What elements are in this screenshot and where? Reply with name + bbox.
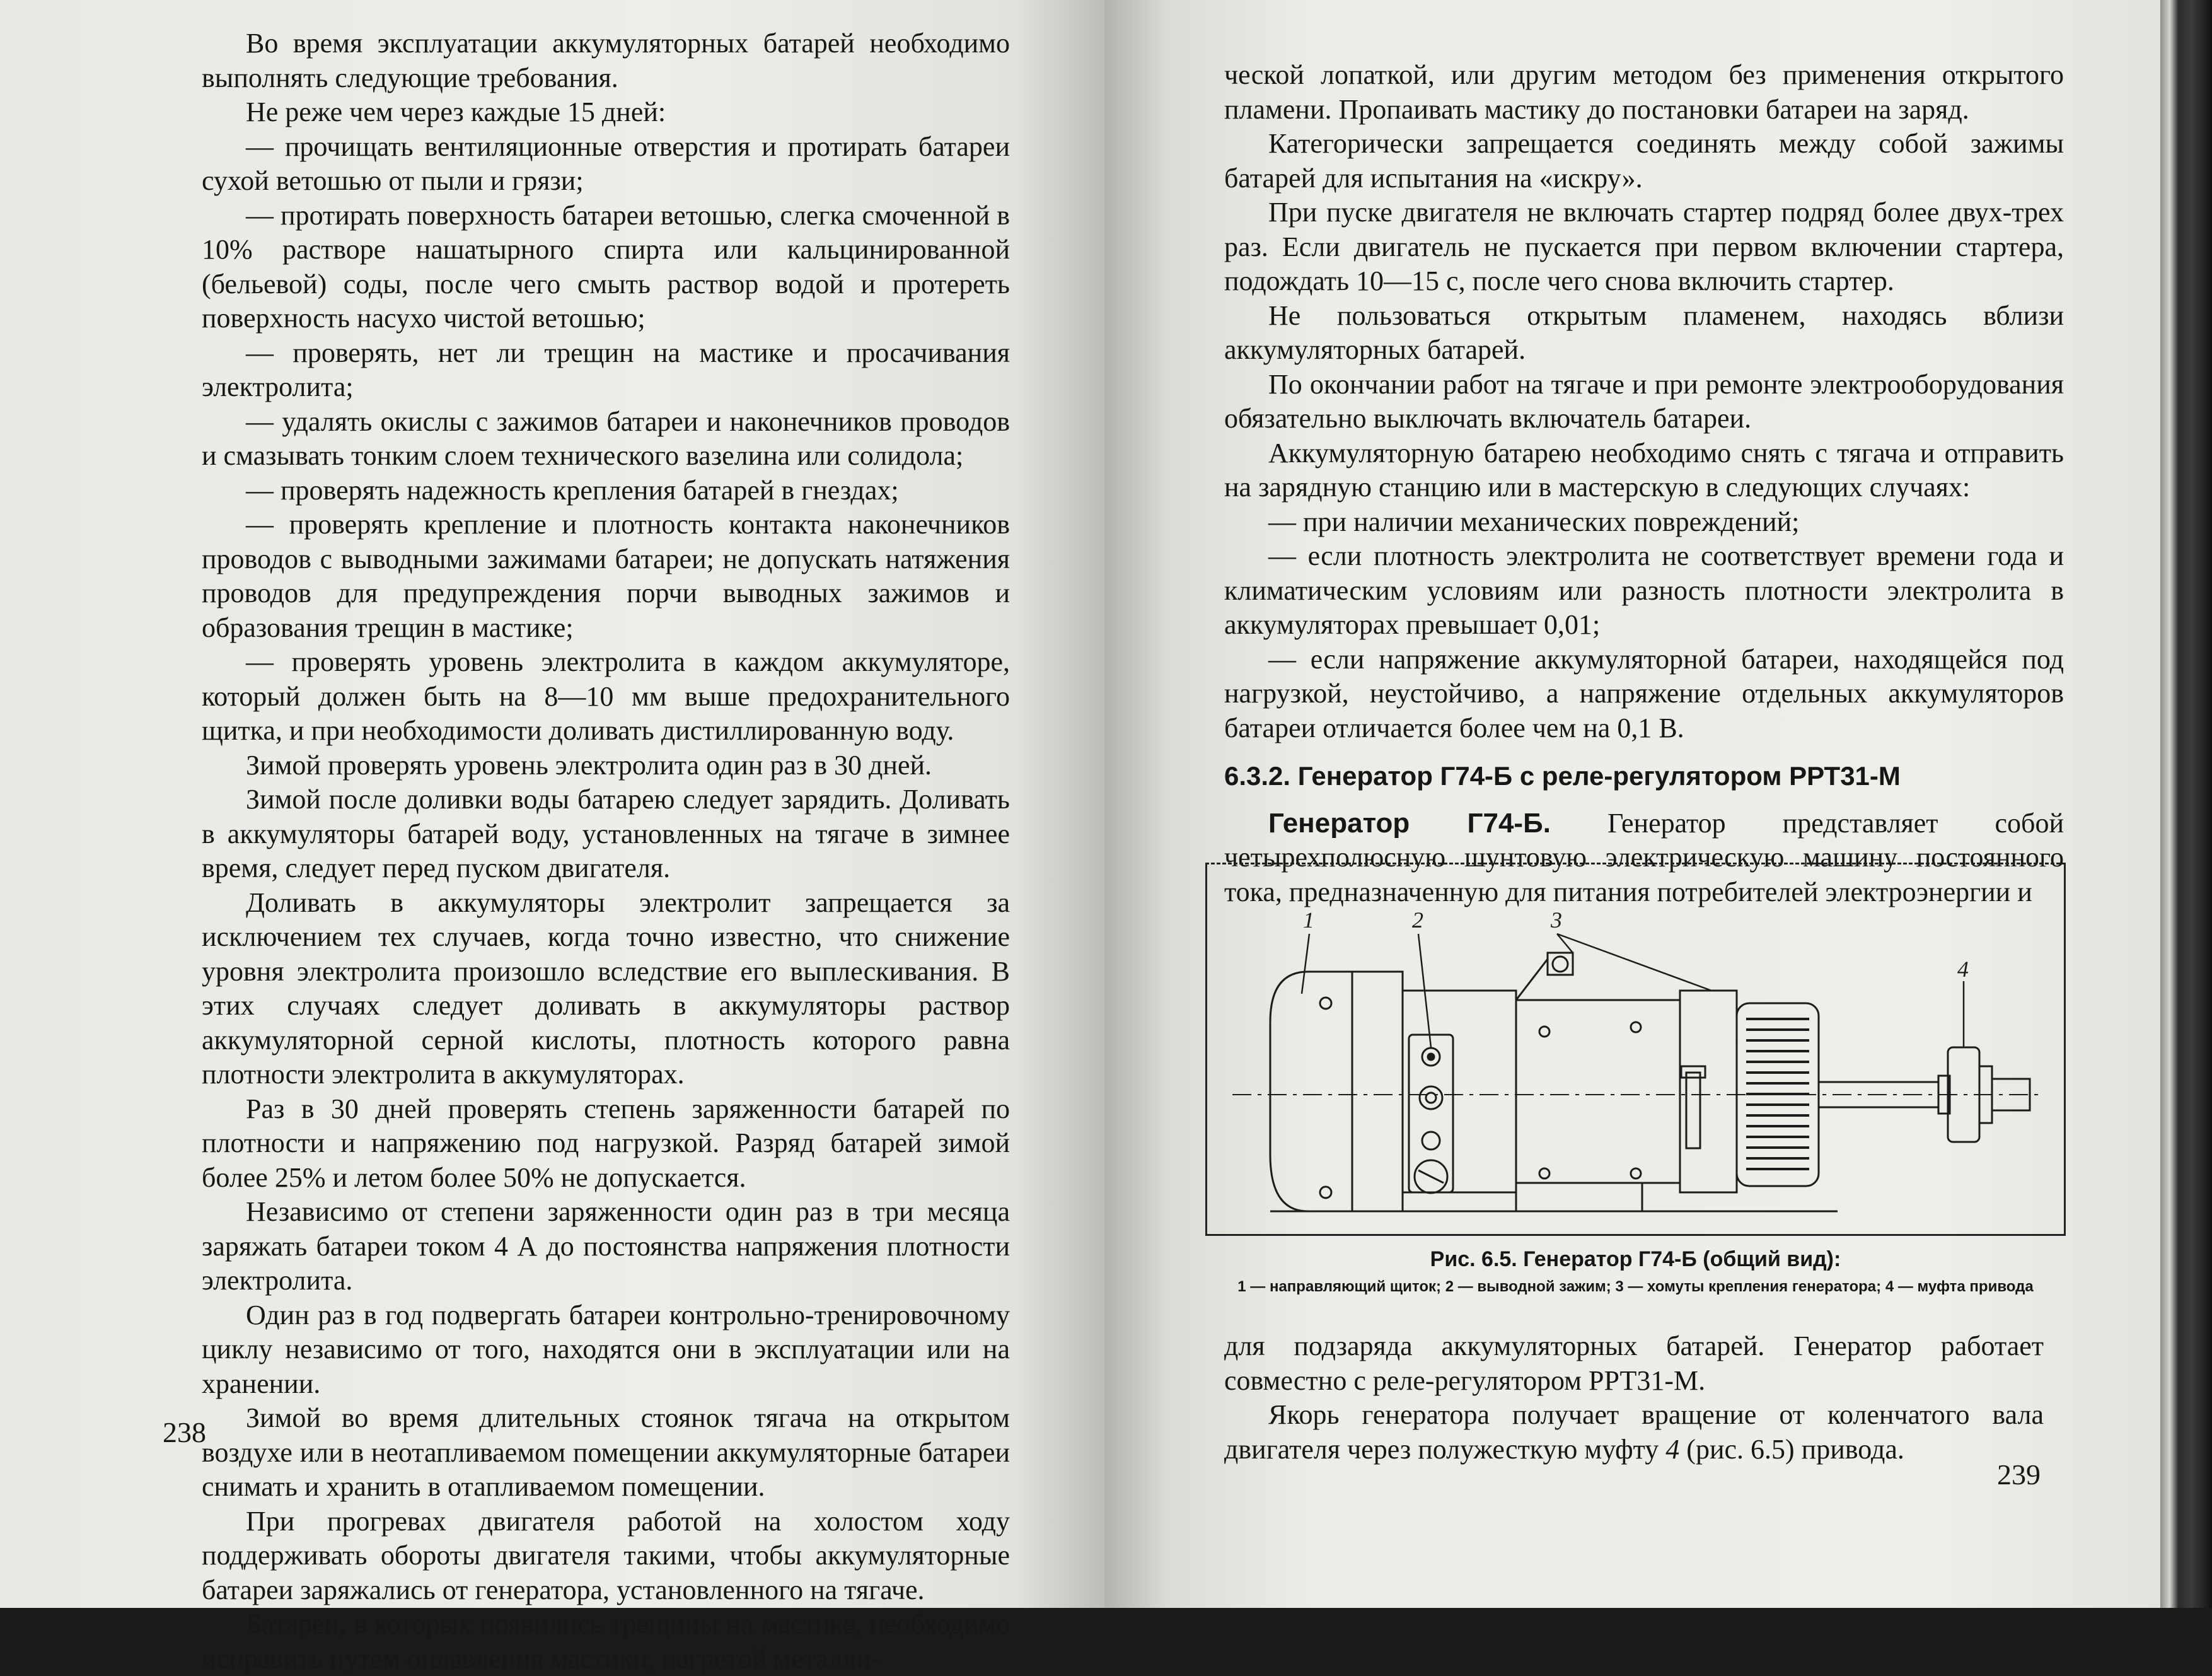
paragraph: Зимой во время длительных стоянок тягача на открытом воздухе или в неотапливаемом помещении аккумуляторные батареи снимать и хранить в отапливаемом помещении. — [202, 1402, 1010, 1502]
paragraph: Не реже чем через каждые 15 дней: — [246, 96, 666, 127]
figure-generator — [1205, 863, 2066, 1236]
paragraph: Зимой проверять уровень электролита один раз в 30 дней. — [246, 749, 932, 781]
paragraph: Зимой после доливки воды батарею следует зарядить. Доливать в аккумуляторы батарей воду, установленных на тягаче в зимнее время, следует перед пуском двигателя. — [202, 784, 1010, 883]
paragraph: Аккумуляторную батарею необходимо снять с тягача и отправить на зарядную станцию или в мастерскую в следующих случаях: — [1224, 437, 2064, 503]
list-item: — проверять, нет ли трещин на мастике и просачивания электролита; — [202, 337, 1010, 402]
generator-text: Генератор представляет собой четырехполюсную шунтовую электрическую машину постоянного тока, предназначенную для питания потребителей электроэнергии и — [1224, 807, 2064, 907]
paragraph-start: Якорь генератора получает вращение от коленчатого вала двигателя через полужесткую муфту — [1224, 1399, 2044, 1465]
figure-caption-legend: 1 — направляющий щиток; 2 — выводной зажим; 3 — хомуты крепления генератора; 4 — муфта привода — [1237, 1278, 2034, 1295]
list-item: — прочищать вентиляционные отверстия и протирать батареи сухой ветошью от пыли и грязи; — [202, 131, 1010, 196]
list-item: — проверять надежность крепления батарей в гнездах; — [246, 474, 899, 506]
terminal-icon — [1420, 1086, 1442, 1109]
paragraph: Во время эксплуатации аккумуляторных батарей необходимо выполнять следующие требования. — [202, 28, 1010, 93]
list-item: — при наличии механических повреждений; — [1268, 506, 1800, 537]
figure-caption-title: Рис. 6.5. Генератор Г74-Б (общий вид): — [1430, 1247, 1841, 1271]
paragraph: По окончании работ на тягаче и при ремонте электрооборудования обязательно выключать включатель батареи. — [1224, 368, 2064, 434]
paragraph — [1224, 1398, 2044, 1467]
callout-3: 3 — [1551, 907, 1562, 933]
housing-front — [1352, 972, 1403, 1211]
paragraph: Независимо от степени заряженности один раз в три месяца заряжать батареи током 4 А до постоянства напряжения плотности электролита. — [202, 1196, 1010, 1296]
paragraph: для подзаряда аккумуляторных батарей. Генератор работает совместно с реле-регулятором РРТ31-М. — [1224, 1330, 2044, 1396]
housing-end-cap — [1270, 972, 1308, 1211]
paragraph: При пуске двигателя не включать стартер подряд более двух-трех раз. Если двигатель не пускается при первом включении стартера, подождать 10—15 с, после чего снова включить стартер. — [1224, 197, 2064, 296]
callout-1: 1 — [1303, 907, 1314, 933]
paragraph: Не пользоваться открытым пламенем, находясь вблизи аккумуляторных батарей. — [1224, 300, 2064, 365]
left-page-text — [202, 26, 1010, 1676]
page-number-left: 238 — [163, 1416, 206, 1448]
list-item: — если напряжение аккумуляторной батареи, находящейся под нагрузкой, неустойчиво, а напряжение отдельных аккумуляторов батареи отличается более чем на 0,1 В. — [1224, 643, 2064, 743]
paragraph: Один раз в год подвергать батареи контрольно-тренировочному циклу независимо от того, находятся они в эксплуатации или на хранении. — [202, 1299, 1010, 1399]
paragraph: При прогревах двигателя работой на холостом ходу поддерживать обороты двигателя такими, чтобы аккумуляторные батареи заряжались от генератора, установленного на тягаче. — [202, 1505, 1010, 1605]
callout-4: 4 — [1957, 957, 1969, 982]
list-item: — проверять крепление и плотность контакта наконечников проводов с выводными зажимами батареи; не допускать натяжения проводов для предупреждения порчи выводных зажимов и образования трещин в мастике; — [202, 509, 1010, 643]
section-heading: 6.3.2. Генератор Г74-Б с реле-регулятором РРТ31-М — [1224, 761, 1901, 791]
paragraph: Батареи, в которых появились трещины на мастике, необходимо исправить путем оплавления мастики, нагретой металли- — [202, 1609, 1010, 1674]
paragraph: ческой лопаткой, или другим методом без применения открытого пламени. Пропаивать мастику до постановки батареи на заряд. — [1224, 59, 2064, 125]
list-item: — если плотность электролита не соответствует времени года и климатическим условиям или разность плотности электролита в аккумуляторах превышает 0,01; — [1224, 540, 2064, 640]
left-page — [0, 0, 1104, 1674]
list-item: — удалять окислы с зажимов батареи и наконечников проводов и смазывать тонким слоем технического вазелина или солидола; — [202, 405, 1010, 471]
book-edge — [2160, 0, 2212, 1608]
right-page-text-after-figure — [1224, 1329, 2044, 1467]
paragraph: Категорически запрещается соединять между собой зажимы батарей для испытания на «искру». — [1224, 128, 2064, 194]
figure-reference: 4 — [1665, 1433, 1680, 1465]
right-page-text — [1224, 58, 2064, 909]
page-number-right: 239 — [1997, 1458, 2041, 1491]
paragraph: Доливать в аккумуляторы электролит запрещается за исключением тех случаев, когда точно известно, что снижение уровня электролита произошло вследствие его выплескивания. В этих случаях следует доливать в аккумуляторы раствор аккумуляторной серной кислоты, плотность которого равна плотности электролита в аккумуляторах. — [202, 887, 1010, 1090]
list-item: — протирать поверхность батареи ветошью, слегка смоченной в 10% растворе нашатырного спирта или кальцинированной (бельевой) соды, после чего смыть раствор водой и протереть поверхность насухо чистой ветошью; — [202, 199, 1010, 334]
paragraph-end: (рис. 6.5) привода. — [1686, 1433, 1904, 1465]
callout-2: 2 — [1412, 907, 1423, 933]
paragraph: Раз в 30 дней проверять степень заряженности батарей по плотности и напряжению под нагрузкой. Разряд батарей зимой более 25% и летом более 50% не допускается. — [202, 1093, 1010, 1193]
generator-lead: Генератор Г74-Б. — [1268, 807, 1551, 839]
generator-drawing — [1207, 864, 2064, 1234]
list-item: — проверять уровень электролита в каждом аккумуляторе, который должен быть на 8—10 мм выше предохранительного щитка, и при необходимости доливать дистиллированную воду. — [202, 646, 1010, 746]
